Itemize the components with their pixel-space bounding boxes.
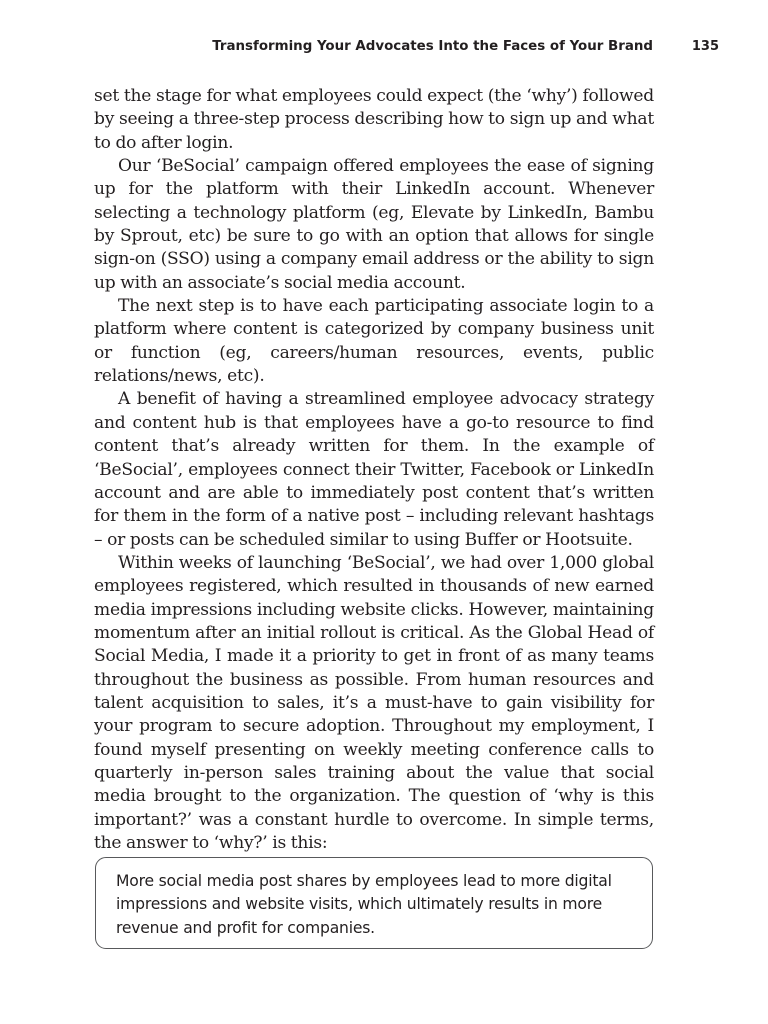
paragraph-continued: set the stage for what employees could expect (the ‘why’) followed by seeing a three-step process describing how to sign up and what to do after login. <box>94 86 654 153</box>
paragraph-within-weeks: Within weeks of launching ‘BeSocial’, we had over 1,000 global employees registered, which resulted in thousands of new earned media impressions including website clicks. However, maintaining momentum after an initial rollout is critical. As the Global Head of Social Media, I made it a priority to get in front of as many teams throughout the business as possible. From human resources and talent acquisition to sales, it’s a must-have to gain visibility for your program to secure adoption. Throughout my employment, I found myself presenting on weekly meeting conference calls to quarterly in-person sales training about the value that social media brought to the organization. The question of ‘why is this important?’ was a constant hurdle to overcome. In simple terms, the answer to ‘why?’ is this: <box>94 552 654 853</box>
running-head <box>94 36 719 58</box>
page-number: 135 <box>691 39 719 54</box>
running-title: Transforming Your Advocates Into the Faces of Your Brand <box>212 39 653 54</box>
paragraph-benefit: A benefit of having a streamlined employee advocacy strategy and content hub is that employees have a go-to resource to find content that’s already written for them. In the example of ‘BeSocial’, employees connect their Twitter, Facebook or LinkedIn account and are able to immediately post content that’s written for them in the form of a native post – including relevant hashtags – or posts can be scheduled similar to using Buffer or Hootsuite. <box>94 389 654 550</box>
body-text <box>94 85 654 855</box>
callout-text: More social media post shares by employees lead to more digital impressions and website visits, which ultimately results in more revenue and profit for companies. <box>116 872 612 937</box>
paragraph-besocial-campaign: Our ‘BeSocial’ campaign offered employees the ease of signing up for the platform with their LinkedIn account. Whenever selecting a technology platform (eg, Elevate by LinkedIn, Bambu by Sprout, etc) be sure to go with an option that allows for single sign-on (SSO) using a company email address or the ability to sign up with an associate’s social media account. <box>94 156 654 293</box>
callout-box <box>95 857 653 949</box>
paragraph-next-step: The next step is to have each participating associate login to a platform where content is categorized by company business unit or function (eg, careers/human resources, events, public relations/news, etc). <box>94 296 654 387</box>
